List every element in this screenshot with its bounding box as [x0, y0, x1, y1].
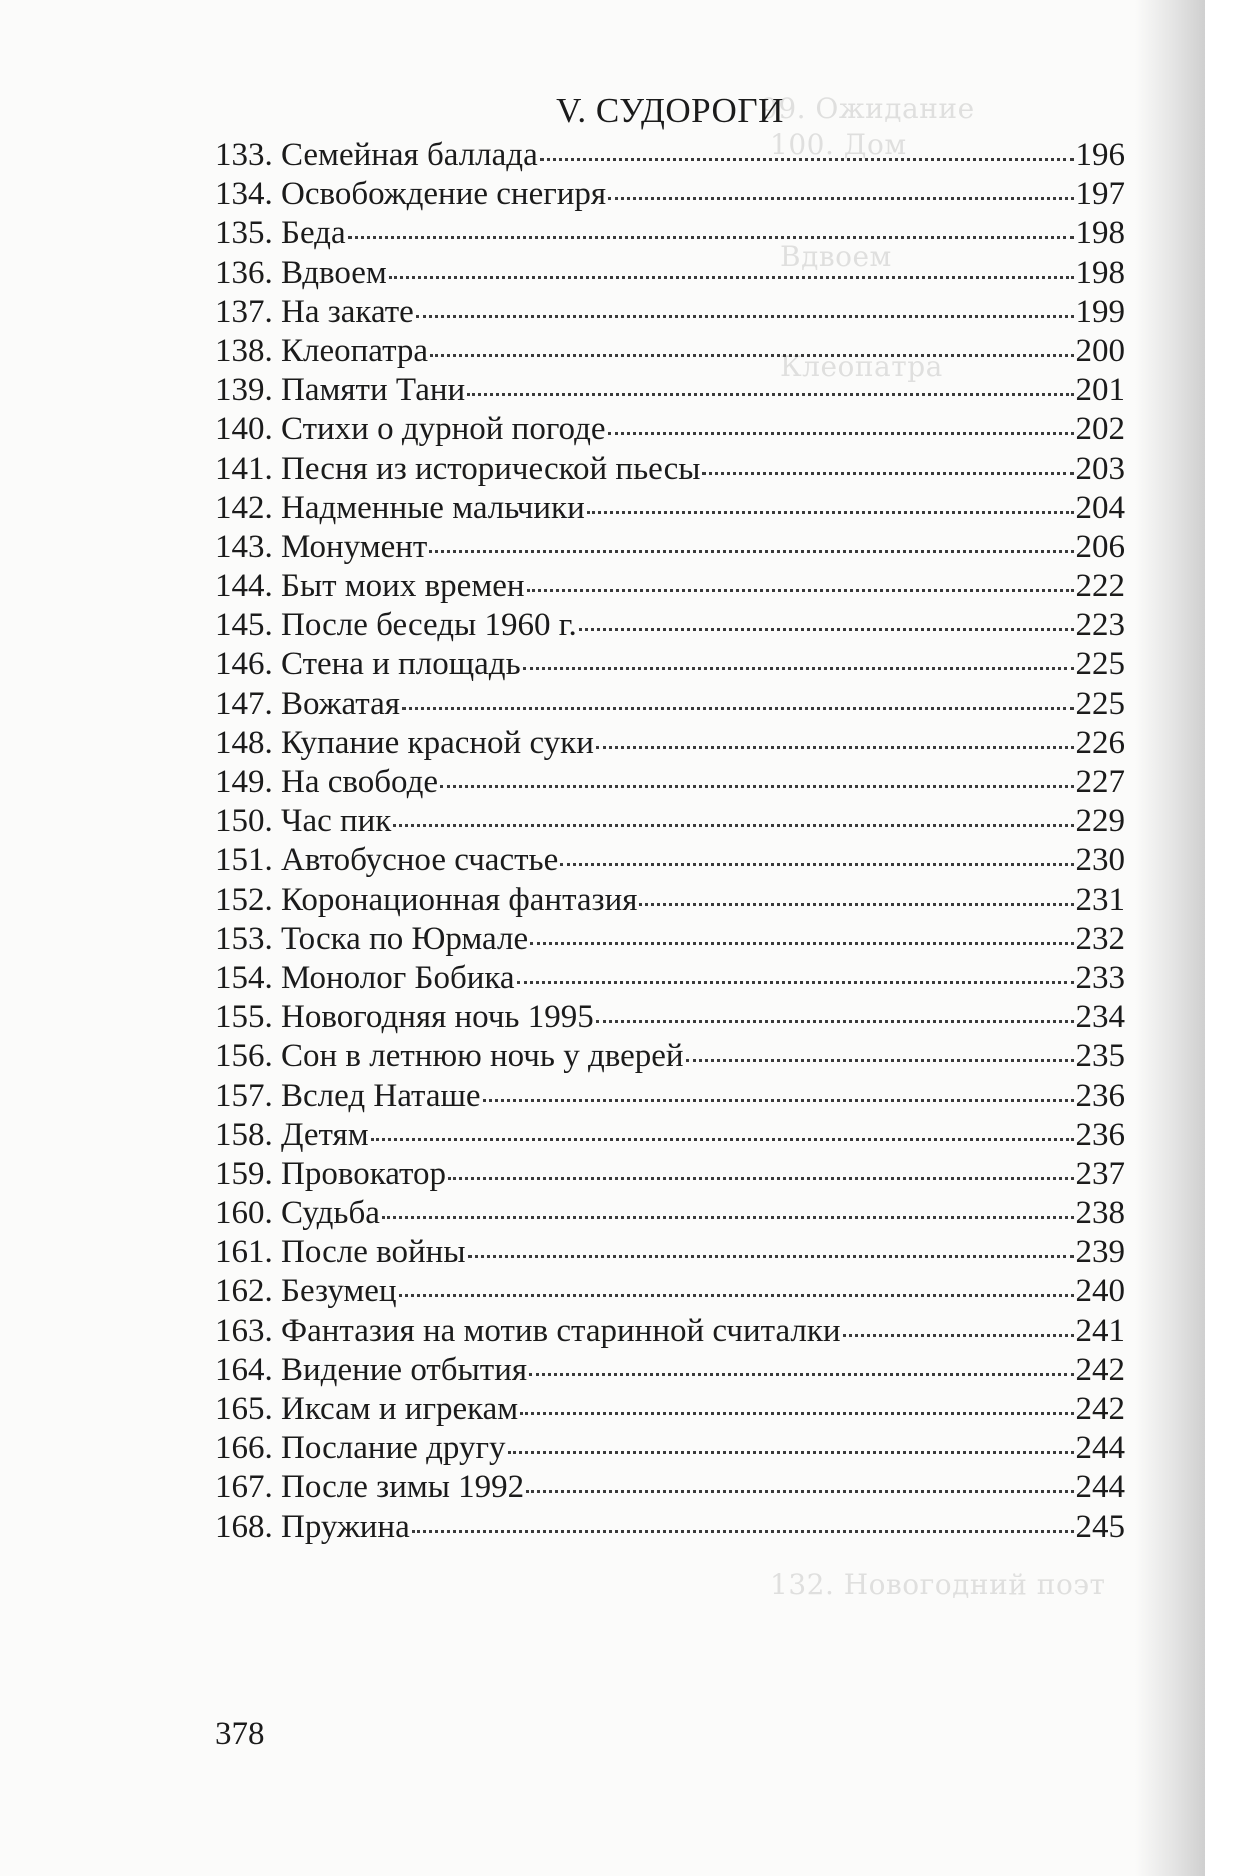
dot-leader — [596, 1014, 1074, 1023]
toc-entry-page: 226 — [1075, 724, 1125, 761]
toc-entry — [215, 606, 1125, 645]
toc-entry — [215, 1155, 1125, 1194]
toc-entry — [215, 1077, 1125, 1116]
toc-entry-title: 164. Видение отбытия — [215, 1351, 528, 1388]
toc-entry-title: 146. Стена и площадь — [215, 646, 521, 683]
page-edge — [1205, 10, 1255, 1870]
dot-leader — [399, 1288, 1074, 1297]
toc-entry-title: 143. Монумент — [215, 528, 428, 565]
toc-entry-page: 244 — [1075, 1430, 1125, 1467]
show-through-text: 99. Ожидание — [760, 92, 975, 125]
toc-entry-title: 134. Освобождение снегиря — [215, 176, 607, 213]
toc-entry — [215, 1194, 1125, 1233]
toc-entry-title: 161. После войны — [215, 1234, 466, 1271]
toc-entry-title: 151. Автобусное счастье — [215, 842, 559, 879]
dot-leader — [520, 1406, 1073, 1415]
toc-entry-page: 201 — [1075, 372, 1125, 409]
toc-entry — [215, 1312, 1125, 1351]
toc-entry-title: 135. Беда — [215, 215, 346, 252]
dot-leader — [579, 622, 1074, 631]
toc-entry-page: 198 — [1075, 254, 1125, 291]
toc-entry-page: 222 — [1075, 568, 1125, 605]
dot-leader — [382, 1210, 1074, 1219]
dot-leader — [843, 1328, 1074, 1337]
toc-entry — [215, 1351, 1125, 1390]
dot-leader — [587, 505, 1074, 514]
toc-entry — [215, 332, 1125, 371]
toc-entry-page: 200 — [1075, 332, 1125, 369]
dot-leader — [702, 466, 1073, 475]
dot-leader — [639, 897, 1073, 906]
toc-entry — [215, 371, 1125, 410]
toc-entry — [215, 567, 1125, 606]
dot-leader — [608, 426, 1074, 435]
toc-entry — [215, 450, 1125, 489]
toc-entry — [215, 920, 1125, 959]
toc-entry-page: 242 — [1075, 1391, 1125, 1427]
toc-entry-page: 204 — [1075, 489, 1125, 526]
toc-entry-title: 142. Надменные мальчики — [215, 489, 585, 526]
toc-entry-page: 232 — [1075, 920, 1125, 957]
toc-entry-title: 153. Тоска по Юрмале — [215, 920, 529, 957]
toc-entry — [215, 136, 1125, 175]
toc-entry-page: 199 — [1075, 293, 1125, 330]
show-through-text: Вдвоем — [780, 240, 892, 273]
toc-entry-title: 149. На свободе — [215, 764, 439, 800]
toc-entry-title: 148. Купание красной суки — [215, 724, 594, 761]
toc-entry-title: 156. Сон в летнюю ночь у дверей — [215, 1038, 684, 1075]
toc-entry — [215, 763, 1125, 802]
toc-entry-page: 242 — [1075, 1351, 1125, 1388]
toc-entry-page: 235 — [1075, 1038, 1125, 1075]
show-through-text: 132. Новогодний поэт — [770, 1568, 1106, 1601]
toc-entry-title: 140. Стихи о дурной погоде — [215, 411, 606, 448]
toc-entry-page: 239 — [1075, 1234, 1125, 1271]
toc-entry-page: 245 — [1075, 1508, 1125, 1545]
toc-entry-page: 225 — [1075, 646, 1125, 683]
toc-entry-page: 233 — [1075, 959, 1125, 996]
dot-leader — [527, 583, 1074, 592]
toc-entry-title: 137. На закате — [215, 293, 414, 330]
toc-entry — [215, 881, 1125, 920]
toc-entry-title: 168. Пружина — [215, 1508, 410, 1545]
dot-leader — [530, 936, 1073, 945]
dot-leader — [526, 1484, 1073, 1493]
toc-entry-title: 157. Вслед Наташе — [215, 1077, 481, 1114]
toc-entry — [215, 1233, 1125, 1272]
toc-entry-title: 152. Коронационная фантазия — [215, 881, 638, 918]
toc-entry-page: 227 — [1075, 764, 1125, 800]
toc-entry-page: 223 — [1075, 607, 1125, 644]
toc-entry-title: 166. Послание другу — [215, 1430, 506, 1467]
toc-entry-page: 203 — [1075, 450, 1125, 487]
toc-entry — [215, 489, 1125, 528]
toc-entry-title: 160. Судьба — [215, 1195, 380, 1232]
toc-entry-title: 167. После зимы 1992 — [215, 1469, 525, 1506]
dot-leader — [412, 1524, 1074, 1533]
toc-entry — [215, 528, 1125, 567]
page-number: 378 — [215, 1716, 265, 1752]
dot-leader — [448, 1171, 1074, 1180]
dot-leader — [468, 1249, 1074, 1258]
toc-entry — [215, 1037, 1125, 1076]
toc-entry-title: 165. Иксам и игрекам — [215, 1391, 519, 1427]
toc-entry-title: 155. Новогодняя ночь 1995 — [215, 999, 594, 1036]
dot-leader — [371, 1132, 1074, 1141]
dot-leader — [560, 857, 1073, 866]
toc-entry-title: 136. Вдвоем — [215, 254, 387, 291]
toc-entry — [215, 1508, 1125, 1547]
toc-entry-page: 197 — [1075, 176, 1125, 213]
dot-leader — [467, 387, 1073, 396]
toc-entry-page: 237 — [1075, 1155, 1125, 1192]
toc-entry-title: 133. Семейная баллада — [215, 137, 538, 173]
toc-entry-title: 159. Провокатор — [215, 1155, 446, 1192]
toc-entry-page: 202 — [1075, 411, 1125, 448]
toc-entry — [215, 802, 1125, 841]
toc-entry — [215, 1390, 1125, 1429]
dot-leader — [389, 270, 1074, 279]
dot-leader — [393, 818, 1073, 827]
toc-entry-page: 206 — [1075, 528, 1125, 565]
toc-entry-title: 150. Час пик — [215, 803, 392, 840]
toc-entry-page: 229 — [1075, 803, 1125, 840]
toc-entry — [215, 959, 1125, 998]
toc-entry — [215, 1116, 1125, 1155]
toc-entry — [215, 1272, 1125, 1311]
toc-entry-title: 158. Детям — [215, 1116, 369, 1153]
toc-entry-title: 141. Песня из исторической пьесы — [215, 450, 701, 487]
toc-entry — [215, 1429, 1125, 1468]
toc-entry — [215, 841, 1125, 880]
toc-entry — [215, 724, 1125, 763]
dot-leader — [686, 1053, 1074, 1062]
dot-leader — [523, 661, 1074, 670]
toc-entry-title: 163. Фантазия на мотив старинной считалки — [215, 1312, 841, 1349]
toc-entry — [215, 998, 1125, 1037]
toc-entry-page: 240 — [1075, 1273, 1125, 1310]
toc-entry-page: 236 — [1075, 1077, 1125, 1114]
toc-entry-title: 154. Монолог Бобика — [215, 959, 515, 996]
toc-entry — [215, 254, 1125, 293]
dot-leader — [429, 544, 1073, 553]
toc-entry — [215, 293, 1125, 332]
toc-entry-title: 144. Быт моих времен — [215, 568, 525, 605]
toc-entry-title: 138. Клеопатра — [215, 332, 429, 369]
section-title: V. СУДОРОГИ — [556, 91, 784, 130]
gutter-shadow — [1135, 0, 1205, 1876]
toc-entry — [215, 685, 1125, 724]
toc-entry-page: 238 — [1075, 1195, 1125, 1232]
dot-leader — [596, 740, 1074, 749]
toc-entries — [215, 136, 1125, 1547]
dot-leader — [440, 779, 1073, 788]
dot-leader — [608, 191, 1073, 200]
dot-leader — [348, 230, 1074, 239]
toc-entry — [215, 645, 1125, 684]
dot-leader — [483, 1093, 1074, 1102]
toc-entry-title: 147. Вожатая — [215, 685, 400, 722]
toc-entry-page: 241 — [1075, 1312, 1125, 1349]
toc-entry-page: 196 — [1075, 137, 1125, 173]
dot-leader — [508, 1445, 1074, 1454]
toc-entry-page: 198 — [1075, 215, 1125, 252]
dot-leader — [517, 975, 1074, 984]
dot-leader — [430, 348, 1073, 357]
toc-entry — [215, 1468, 1125, 1507]
toc-entry-page: 236 — [1075, 1116, 1125, 1153]
toc-entry — [215, 214, 1125, 253]
dot-leader — [529, 1367, 1073, 1376]
show-through-text: 100. Дом — [770, 128, 907, 161]
toc-entry-title: 139. Памяти Тани — [215, 372, 466, 409]
dot-leader — [540, 152, 1074, 161]
toc-entry-title: 145. После беседы 1960 г. — [215, 607, 577, 644]
toc-entry — [215, 175, 1125, 214]
toc-entry-page: 231 — [1075, 881, 1125, 918]
toc-entry-page: 225 — [1075, 685, 1125, 722]
dot-leader — [402, 701, 1074, 710]
toc-entry-page: 230 — [1075, 842, 1125, 879]
table-of-contents — [215, 92, 1125, 1547]
show-through-text: Клеопатра — [780, 350, 943, 383]
dot-leader — [416, 309, 1074, 318]
toc-entry-title: 162. Безумец — [215, 1273, 397, 1310]
toc-entry — [215, 410, 1125, 449]
toc-entry-page: 234 — [1075, 999, 1125, 1036]
toc-entry-page: 244 — [1075, 1469, 1125, 1506]
